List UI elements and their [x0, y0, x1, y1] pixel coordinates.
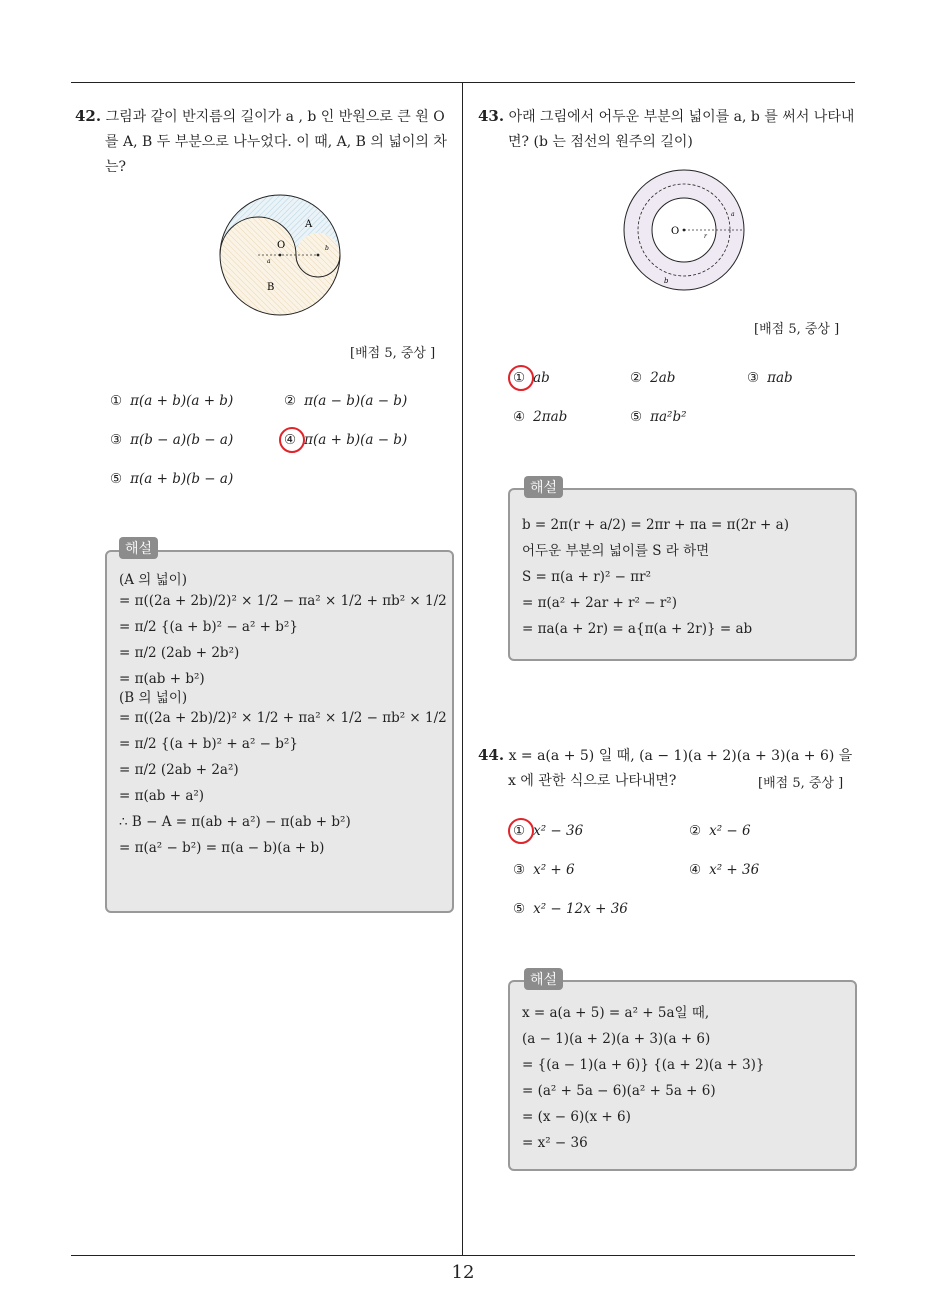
q43-option-5-text: πa²b² — [650, 409, 687, 425]
q43-option-5-mark: ⑤ — [630, 409, 643, 425]
q43-option-1-mark: ① — [513, 370, 526, 386]
q42-sol-line: = π/2 (2ab + 2a²) — [119, 762, 239, 779]
q43-sol-line: = π(a² + 2ar + r² − r²) — [522, 595, 677, 611]
q42-sol-line: (A 의 넓이) — [119, 572, 187, 588]
q43-fig-label-a: a — [731, 211, 735, 218]
q44-option-2[interactable] — [689, 823, 751, 839]
q44-option-2-mark: ② — [689, 823, 702, 839]
q42-text: 그림과 같이 반지름의 길이가 a , b 인 반원으로 큰 원 O 를 A, B 두 부분으로 나누었다. 이 때, A, B 의 넓이의 차는? — [105, 109, 447, 175]
q42-option-2-text: π(a − b)(a − b) — [304, 393, 408, 409]
q43-fig-label-b: b — [664, 277, 669, 285]
q43-fig-label-o: O — [671, 226, 680, 237]
q44-solution-tag: 해설 — [524, 968, 563, 990]
q44-sol-line: x = a(a + 5) = a² + 5a일 때, — [522, 1005, 710, 1021]
q43-option-2[interactable] — [630, 370, 675, 386]
q44-solution-box — [508, 980, 857, 1171]
q43-sol-line: 어두운 부분의 넓이를 S 라 하면 — [522, 543, 710, 559]
q43-option-3[interactable] — [747, 370, 793, 386]
q42-sol-line: = π(a² − b²) = π(a − b)(a + b) — [119, 840, 325, 857]
q42-solution-tag: 해설 — [119, 537, 158, 559]
q42-option-1-mark: ① — [110, 393, 123, 409]
q42-sol-line: = π((2a + 2b)/2)² × 1/2 − πa² × 1/2 + πb² × 1/2 — [119, 592, 447, 609]
q43-option-3-mark: ③ — [747, 370, 760, 386]
column-divider — [462, 83, 463, 1255]
q42-sol-line: = π(ab + a²) — [119, 788, 205, 805]
q42-fig-label-b: b — [325, 245, 329, 252]
q42-fig-label-a: a — [267, 258, 271, 265]
q43-option-5[interactable] — [630, 409, 687, 425]
q42-solution-box — [105, 550, 454, 913]
top-rule — [71, 82, 855, 83]
q44-answer-circle — [508, 818, 534, 844]
q44-option-1-mark: ① — [513, 823, 526, 839]
q44-sol-line: = x² − 36 — [522, 1135, 588, 1151]
q44-solution-body — [522, 1000, 845, 1156]
q42-score: [배점 5, 중상 ] — [350, 346, 436, 361]
q44-sol-line: = (x − 6)(x + 6) — [522, 1109, 631, 1125]
q42-sol-line: = π/2 {(a + b)² − a² + b²} — [119, 618, 298, 635]
q42-option-1-text: π(a + b)(a + b) — [130, 393, 234, 409]
q44-option-4[interactable] — [689, 862, 759, 878]
q44-sol-line: = {(a − 1)(a + 6)} {(a + 2)(a + 3)} — [522, 1057, 765, 1073]
q44-sol-line: = (a² + 5a − 6)(a² + 5a + 6) — [522, 1083, 716, 1099]
q43-figure — [620, 168, 750, 296]
q43-solution-tag: 해설 — [524, 476, 563, 498]
q43-option-4[interactable] — [513, 409, 567, 425]
q43-fig-label-r: r — [704, 233, 707, 240]
q44-option-4-text: x² + 36 — [709, 862, 760, 878]
q44-option-3[interactable] — [513, 862, 575, 878]
q44-option-3-text: x² + 6 — [533, 862, 575, 878]
q42-option-2-mark: ② — [284, 393, 297, 409]
q44-sol-line: (a − 1)(a + 2)(a + 3)(a + 6) — [522, 1031, 711, 1047]
q42-option-5-text: π(a + b)(b − a) — [130, 471, 234, 487]
q42-option-3[interactable] — [110, 432, 233, 448]
q43-solution-body — [522, 512, 845, 642]
q42-option-4-mark: ④ — [284, 432, 297, 448]
q43-option-2-mark: ② — [630, 370, 643, 386]
q43-solution-box — [508, 488, 857, 661]
q42-sol-line: = π(ab + b²) — [119, 670, 205, 687]
q42-figure — [215, 192, 345, 320]
q42-option-5-mark: ⑤ — [110, 471, 123, 487]
q43-question — [478, 104, 858, 155]
q43-sol-line: b = 2π(r + a/2) = 2πr + πa = π(2r + a) — [522, 517, 789, 533]
q43-sol-line: = πa(a + 2r) = a{π(a + 2r)} = ab — [522, 621, 753, 637]
q43-score: [배점 5, 중상 ] — [754, 322, 840, 337]
q44-option-5-mark: ⑤ — [513, 901, 526, 917]
q43-option-4-text: 2πab — [533, 409, 568, 425]
q42-option-3-mark: ③ — [110, 432, 123, 448]
q42-option-4-text: π(a + b)(a − b) — [304, 432, 408, 448]
q42-option-2[interactable] — [284, 393, 407, 409]
q43-option-2-text: 2ab — [650, 370, 676, 386]
q42-question — [75, 104, 455, 180]
q42-sol-line: = π/2 {(a + b)² + a² − b²} — [119, 736, 298, 753]
q43-option-3-text: πab — [767, 370, 793, 386]
q43-option-4-mark: ④ — [513, 409, 526, 425]
q42-fig-label-o: O — [277, 240, 286, 251]
q43-text: 아래 그림에서 어두운 부분의 넓이를 a, b 를 써서 나타내면? (b 는 점선의 원주의 길이) — [508, 109, 855, 150]
q42-answer-circle — [279, 427, 305, 453]
q44-option-1-text: x² − 36 — [533, 823, 584, 839]
q44-option-5-text: x² − 12x + 36 — [533, 901, 628, 917]
q44-option-4-mark: ④ — [689, 862, 702, 878]
q42-sol-line: ∴ B − A = π(ab + a²) − π(ab + b²) — [119, 814, 351, 831]
q44-option-2-text: x² − 6 — [709, 823, 751, 839]
q42-number: 42. — [75, 107, 102, 125]
q43-number: 43. — [478, 107, 505, 125]
q42-sol-line: = π/2 (2ab + 2b²) — [119, 644, 240, 661]
q43-sol-line: S = π(a + r)² − πr² — [522, 569, 651, 585]
q44-option-3-mark: ③ — [513, 862, 526, 878]
q42-fig-label-b-region: B — [267, 282, 275, 293]
q42-option-5[interactable] — [110, 471, 233, 487]
q43-option-1-text: ab — [533, 370, 550, 386]
q42-solution-body — [119, 572, 447, 861]
q42-option-3-text: π(b − a)(b − a) — [130, 432, 234, 448]
q42-sol-line: = π((2a + 2b)/2)² × 1/2 + πa² × 1/2 − πb² × 1/2 — [119, 710, 447, 727]
q44-score: [배점 5, 중상 ] — [754, 772, 843, 791]
q44-text: x = a(a + 5) 일 때, (a − 1)(a + 2)(a + 3)(a + 6) 을 x 에 관한 식으로 나타내면? — [508, 748, 853, 789]
q44-number: 44. — [478, 746, 505, 764]
q43-answer-circle — [508, 365, 534, 391]
q42-sol-line: (B 의 넓이) — [119, 689, 188, 706]
bottom-rule — [71, 1255, 855, 1256]
q44-option-5[interactable] — [513, 901, 628, 917]
q42-option-1[interactable] — [110, 393, 233, 409]
q42-fig-label-a-region: A — [305, 219, 313, 230]
page-number: 12 — [451, 1262, 475, 1283]
